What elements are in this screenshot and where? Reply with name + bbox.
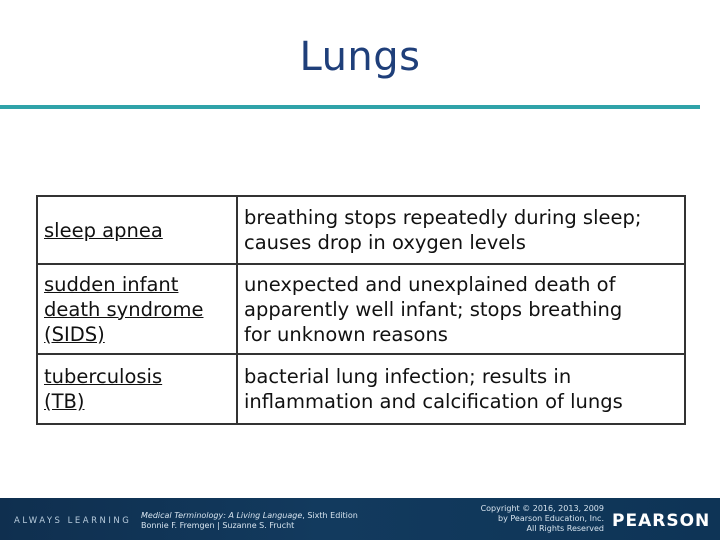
definition-line: for unknown reasons xyxy=(244,322,448,346)
term-cell[interactable] xyxy=(37,264,237,354)
term-line: death syndrome xyxy=(44,297,204,321)
footer-tagline: ALWAYS LEARNING xyxy=(14,516,132,526)
table-row xyxy=(37,354,685,424)
copyright-line: All Rights Reserved xyxy=(526,524,604,533)
definition-text: breathing stops repeatedly during sleep; causes drop in oxygen levels xyxy=(244,206,642,254)
term-line: (SIDS) xyxy=(44,322,105,346)
slide-title: Lungs xyxy=(299,34,421,80)
term-cell[interactable] xyxy=(37,354,237,424)
copyright-line: by Pearson Education, Inc. xyxy=(498,514,604,523)
book-authors: Bonnie F. Fremgen | Suzanne S. Frucht xyxy=(141,521,295,530)
term-line: tuberculosis xyxy=(44,365,163,388)
copyright-line: Copyright © 2016, 2013, 2009 xyxy=(480,504,604,513)
definition-cell xyxy=(237,264,685,354)
table-row xyxy=(37,196,685,264)
definition-line: unexpected and unexplained death of xyxy=(244,272,616,296)
definition-line: inflammation and calcification of lungs xyxy=(244,390,623,413)
term-text: sleep apnea xyxy=(44,218,163,242)
footer-bar xyxy=(0,498,720,540)
definition-cell xyxy=(237,354,685,424)
definition-line: bacterial lung infection; results in xyxy=(244,365,572,388)
book-source xyxy=(141,511,358,531)
term-line: (TB) xyxy=(44,390,85,413)
title-divider xyxy=(0,105,700,109)
copyright-notice xyxy=(440,504,604,534)
definition-line: apparently well infant; stops breathing xyxy=(244,297,623,321)
book-title: Medical Terminology: A Living Language xyxy=(141,511,303,520)
table-row xyxy=(37,264,685,354)
term-line: sudden infant xyxy=(44,272,179,296)
book-edition: , Sixth Edition xyxy=(302,511,358,520)
pearson-logo: PEARSON xyxy=(612,511,711,531)
term-cell[interactable] xyxy=(37,196,237,264)
terms-table xyxy=(36,195,686,425)
definition-cell xyxy=(237,196,685,264)
